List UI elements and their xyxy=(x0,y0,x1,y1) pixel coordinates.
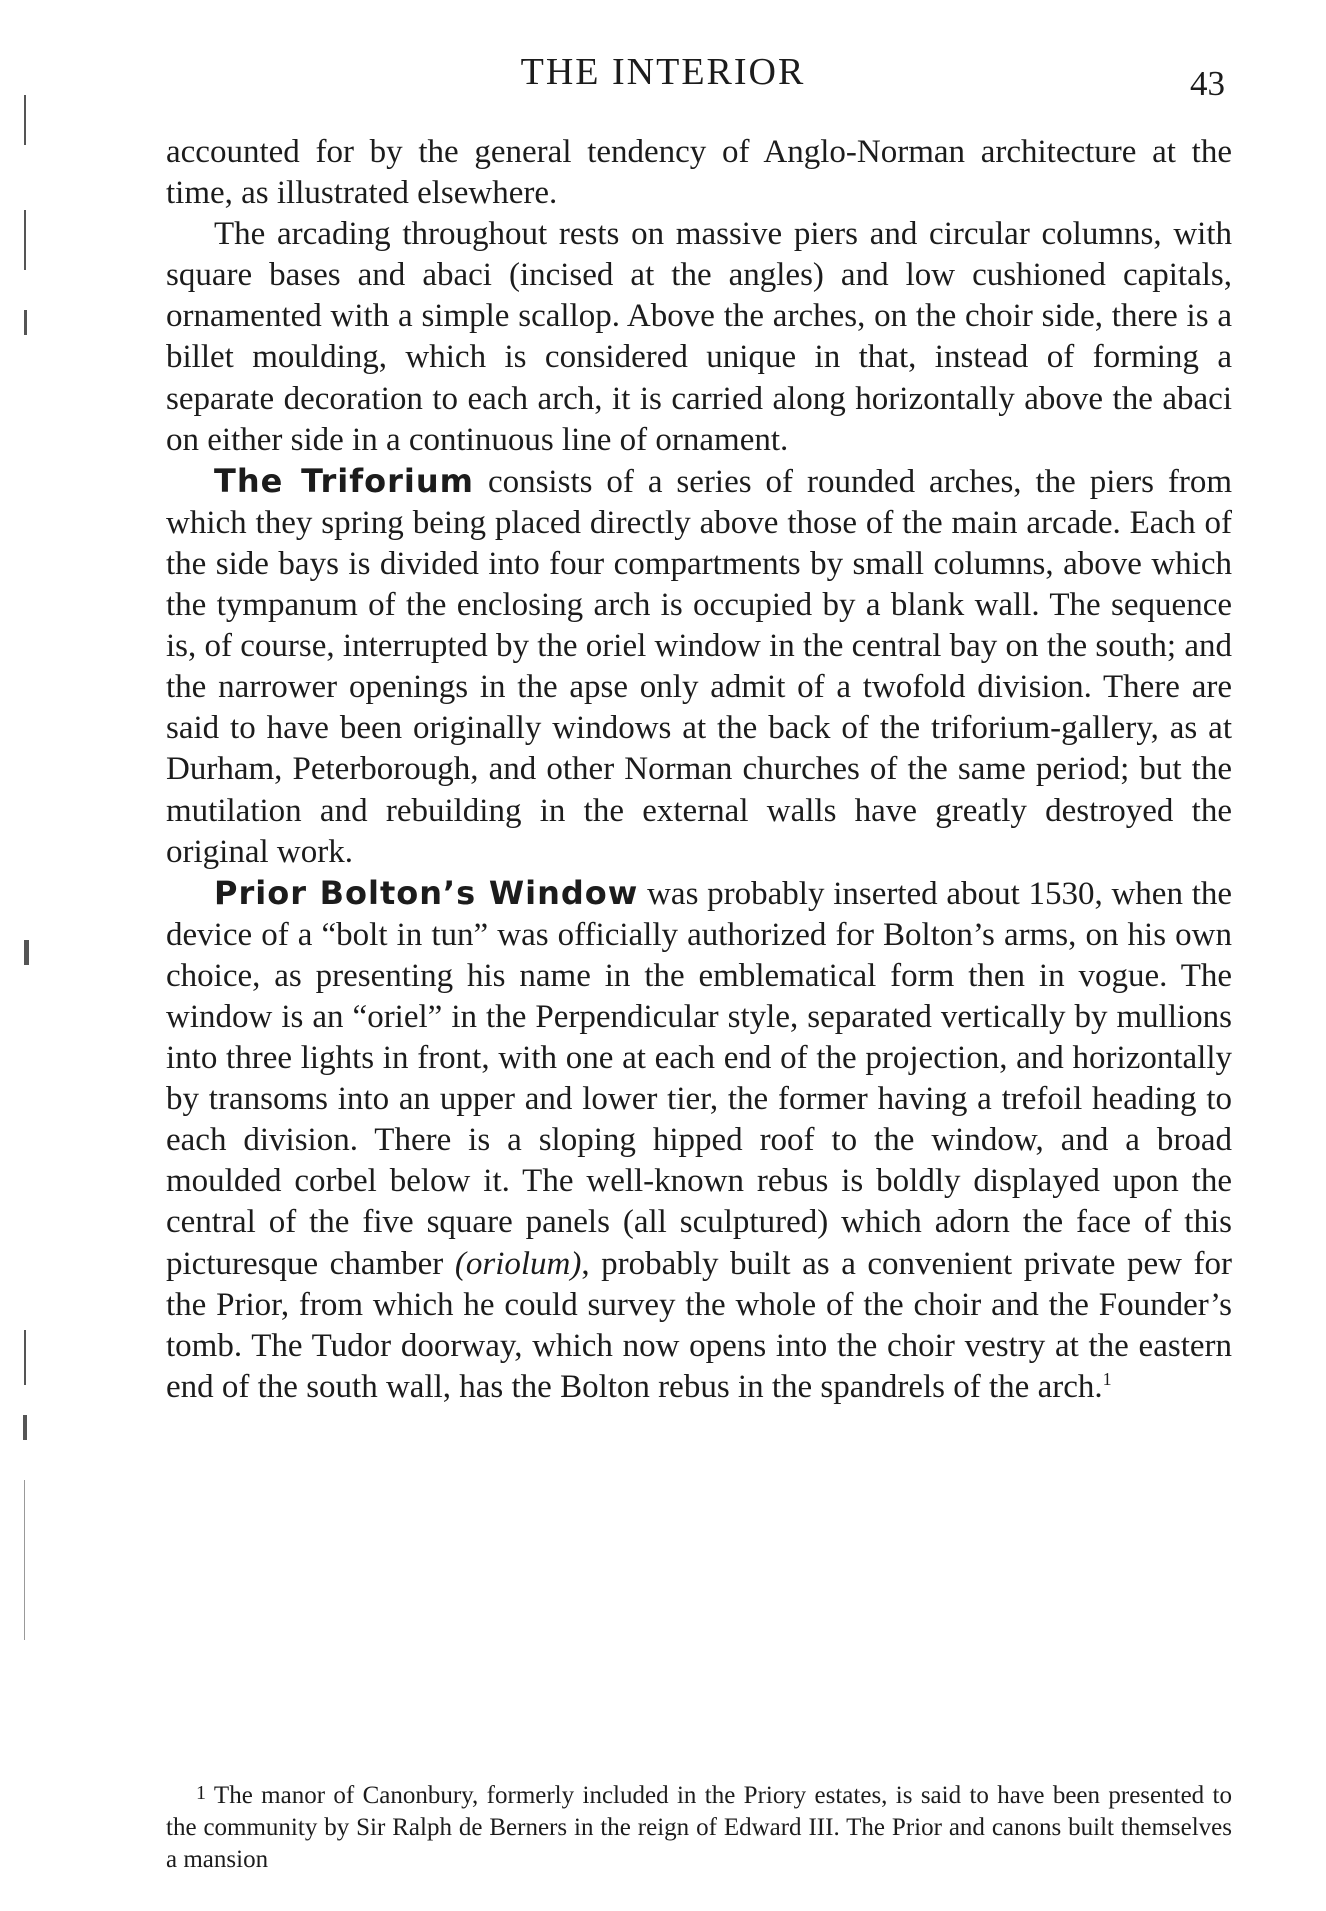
side-heading-bolton-window: Prior Bolton’s Window xyxy=(214,873,639,912)
oriolum-italic: (oriolum) xyxy=(454,1245,582,1282)
footnote-reference: 1 xyxy=(1102,1368,1112,1389)
page-number: 43 xyxy=(1190,64,1225,103)
margin-mark xyxy=(24,310,27,335)
footnote-text: The manor of Canonbury, formerly included in the Priory estates, is said to have been presented to the community by Sir Ralph de Berners in the reign of Edward III. The Prior and canons built themselves a mansion xyxy=(166,1782,1232,1873)
side-heading-triforium: The Triforium xyxy=(214,461,474,500)
margin-mark xyxy=(24,1480,25,1640)
margin-mark xyxy=(24,95,26,145)
margin-mark xyxy=(24,210,26,270)
paragraph-triforium xyxy=(166,461,1232,873)
paragraph-arcading: The arcading throughout rests on massive piers and circular columns, with square bases and abaci (incised at the angles) and low cushioned capitals, ornamented with a simple scallop. Above the arches, on the choir side, there is a billet moulding, which is considered unique in that, instead of forming a separate decoration to each arch, it is carried along horizontally above the abaci on either side in a continuous line of ornament. xyxy=(166,216,1232,458)
margin-mark xyxy=(24,940,29,965)
body-text xyxy=(166,132,1232,1408)
margin-mark xyxy=(23,1415,27,1440)
running-title: THE INTERIOR xyxy=(520,51,806,93)
paragraph-bolton-window xyxy=(166,873,1232,1408)
bolton-text-a: was probably inserted about 1530, when the device of a “bolt in tun” was officially authorized for Bolton’s arms, on his own choice, as presenting his name in the emblematical form then in vogue. The window is an “oriel” in the Perpendicular style, separated vertically by mullions into three lights in front, with one at each end of the projection, and horizontally by transoms into an upper and lower tier, the former having a trefoil heading to each division. There is a sloping hipped roof to the window, and a broad moulded corbel below it. The well-known rebus is boldly displayed upon the central of the five square panels (all sculptured) which adorn the face of this picturesque chamber xyxy=(166,875,1233,1282)
triforium-text: consists of a series of rounded arches, the piers from which they spring being placed directly above those of the main arcade. Each of the side bays is divided into four compartments by small columns, above which the tympanum of the enclosing arch is occupied by a blank wall. The sequence is, of course, interrupted by the oriel window in the central bay on the south; and the narrower openings in the apse only admit of a twofold division. There are said to have been originally windows at the back of the triforium-gallery, as at Durham, Peterborough, and other Norman churches of the same period; but the mutilation and rebuilding in the external walls have greatly destroyed the original work. xyxy=(166,463,1233,870)
footnote xyxy=(166,1777,1232,1876)
paragraph-continuation: accounted for by the general tendency of Anglo-Norman architecture at the time, as illustrated elsewhere. xyxy=(166,134,1232,212)
margin-mark xyxy=(24,1330,26,1385)
footnote-marker: 1 xyxy=(196,1782,206,1804)
running-head xyxy=(0,50,1326,103)
bolton-text-b: , probably built as a convenient private pew for the Prior, from which he could survey the whole of the choir and the Founder’s tomb. The Tudor doorway, which now opens into the choir vestry at the eastern end of the south wall, has the Bolton rebus in the spandrels of the arch. xyxy=(166,1245,1232,1405)
